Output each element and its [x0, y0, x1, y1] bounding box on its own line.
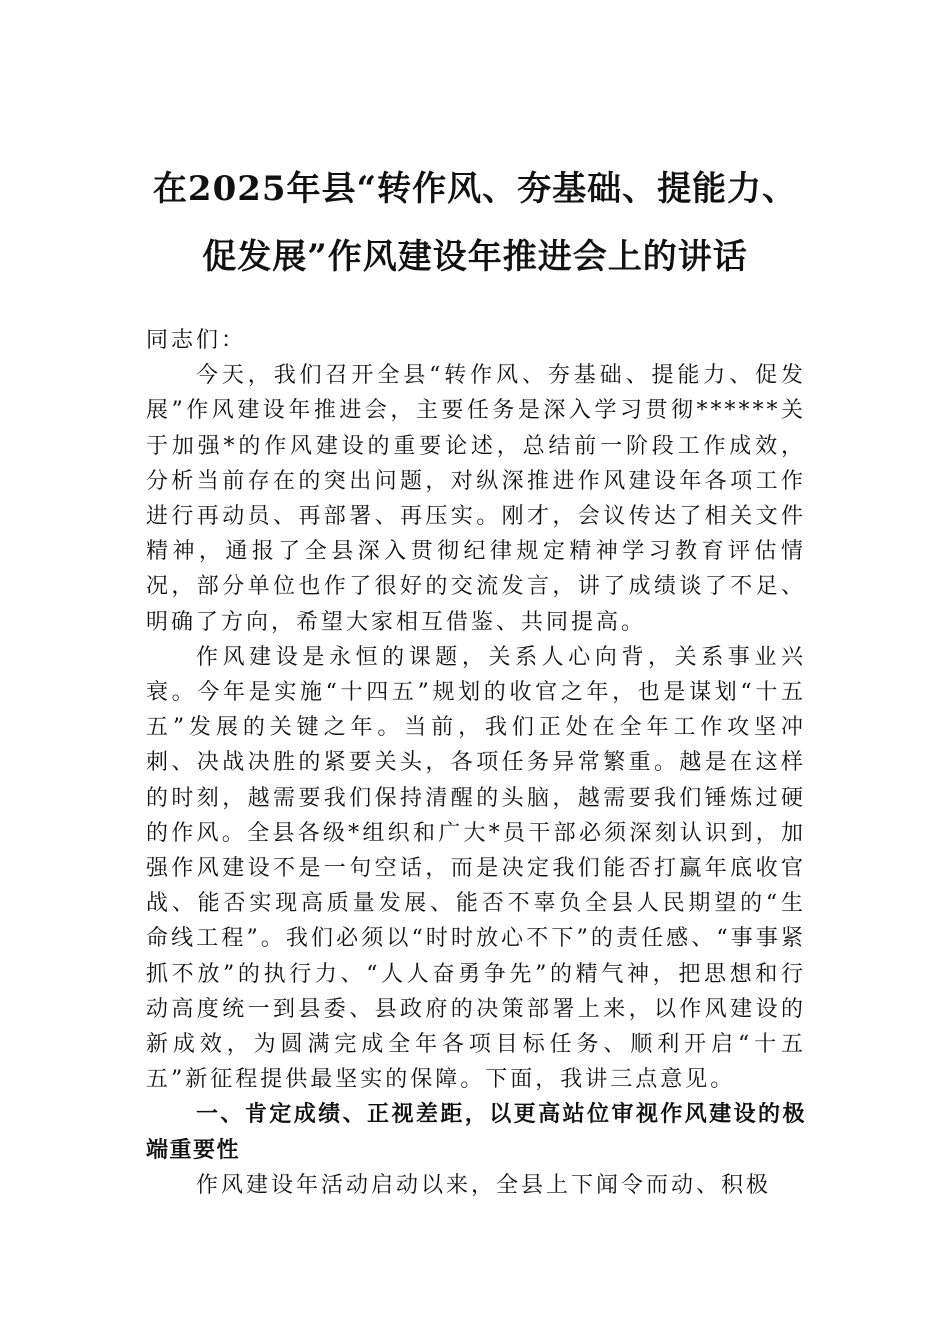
paragraph-section-1: 作风建设年活动启动以来，全县上下闻令而动、积极	[196, 1172, 772, 1198]
title-line-1: 在2025年县“转作风、夯基础、提能力、	[152, 169, 798, 209]
paragraph-intro: 今天，我们召开全县“转作风、夯基础、提能力、促发展”作风建设年推进会，主要任务是深入学习贯彻******关于加强*的作风建设的重要论述，总结前一阶段工作成效，分析当前存在的突出问题，对纵深推进作风建设年各项工作进行再动员、再部署、再压实。刚才，会议传达了相关文件精神，通报了全县深入贯彻纪律规定精神学习教育评估情况，部分单位也作了很好的交流发言，讲了成绩谈了不足、明确了方向，希望大家相互借鉴、共同提高。	[146, 363, 806, 635]
paragraph-importance: 作风建设是永恒的课题，关系人心向背，关系事业兴衰。今年是实施“十四五”规划的收官之年，也是谋划“十五五”发展的关键之年。当前，我们正处在全年工作攻坚冲刺、决战决胜的紧要关头，各项任务异常繁重。越是在这样的时刻，越需要我们保持清醒的头脑，越需要我们锤炼过硬的作风。全县各级*组织和广大*员干部必须深刻认识到，加强作风建设不是一句空话，而是决定我们能否打赢年底收官战、能否实现高质量发展、能否不辜负全县人民期望的“生命线工程”。我们必须以“时时放心不下”的责任感、“事事紧抓不放”的执行力、“人人奋勇争先”的精气神，把思想和行动高度统一到县委、县政府的决策部署上来，以作风建设的新成效，为圆满完成全年各项目标任务、顺利开启“十五五”新征程提供最坚实的保障。下面，我讲三点意见。	[146, 644, 806, 1093]
title-line-2: 促发展”作风建设年推进会上的讲话	[202, 237, 748, 277]
salutation: 同志们：	[146, 328, 247, 353]
document-title	[120, 155, 830, 291]
document-body	[146, 323, 806, 1203]
section-heading-1: 一、肯定成绩、正视差距，以更高站位审视作风建设的极端重要性	[146, 1102, 806, 1163]
